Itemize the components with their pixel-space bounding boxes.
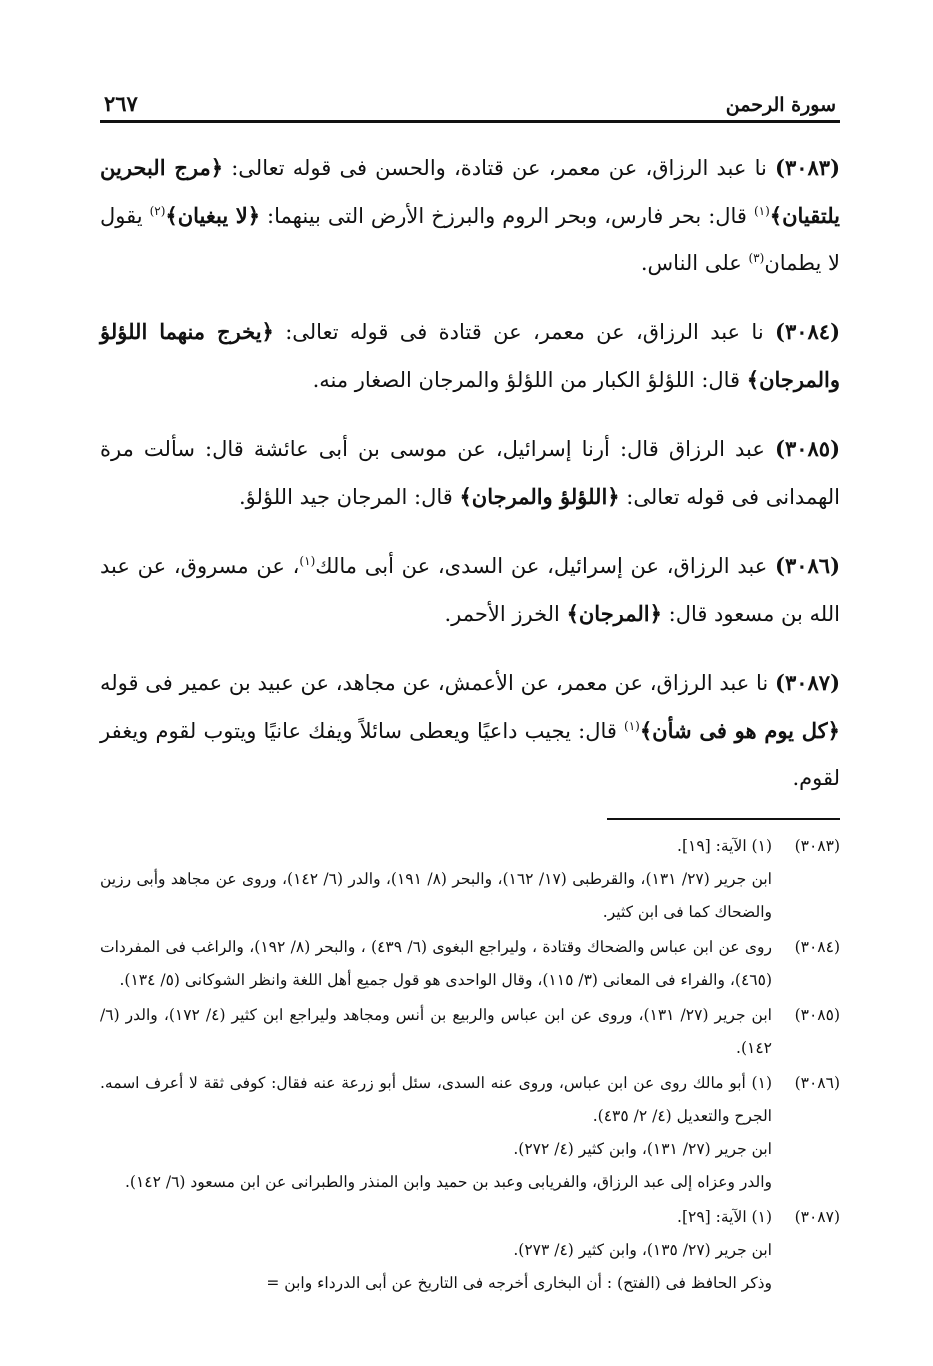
footnote-ref: (١): [299, 554, 316, 568]
footnote-line: (١) الآية: [١٩].: [677, 837, 772, 855]
footnote-ref: (١): [753, 204, 770, 218]
footnote-line: روى عن ابن عباس والضحاك وقتادة ، وليراجع البغوى (٦/ ٤٣٩) ، والبحر (٨/ ١٩٢)، والراغب فى المفردات (٤٦٥)، والفراء فى المعانى (٣/ ١١٥)، وقال الواحدى هو قول جميع أهل اللغة وانظر الشوكانى (٥/ ١٣٤).: [100, 938, 772, 989]
footnote-ref: (٣): [748, 251, 765, 265]
narration-text: نا عبد الرزاق، عن معمر، عن الأعمش، عن مجاهد، عن عبيد بن عمير فى قوله: [100, 671, 775, 695]
footnote-group: [100, 1067, 840, 1199]
quran-quote: ﴿لا يبغيان﴾: [165, 203, 261, 228]
narration-entry: [100, 425, 840, 521]
quran-quote: ﴿المرجان﴾: [566, 601, 662, 626]
footnote-number: (٣٠٨٤): [794, 938, 840, 956]
footnote-body: [100, 1067, 772, 1199]
narration-number: (٣٠٨٦): [775, 553, 840, 578]
book-page: [100, 80, 840, 1302]
footnote-ref: (٢): [149, 204, 166, 218]
narration-text: قال: بحر فارس، وبحر الروم والبرزخ الأرض التى بينهما:: [260, 204, 754, 228]
footnote-separator: [607, 818, 840, 820]
footnote-body: [100, 830, 772, 929]
footnote-group: [100, 830, 840, 929]
narration-entry: [100, 308, 840, 404]
footnote-line: ابن جرير (٢٧/ ١٣١)، وروى عن ابن عباس والربيع بن أنس ومجاهد وليراجع ابن كثير (٤/ ١٧٢)، والدر (٦/ ١٤٢).: [100, 1006, 772, 1057]
footnote-number: (٣٠٨٧): [794, 1208, 840, 1226]
narration-text: عبد الرزاق، عن إسرائيل، عن السدى، عن أبى مالك: [315, 554, 775, 578]
narration-text: الخرز الأحمر.: [444, 602, 567, 626]
footnote-body: [100, 931, 772, 997]
quran-quote: ﴿مرج البحرين يلتقيان﴾: [100, 155, 840, 228]
narration-number: (٣٠٨٧): [775, 670, 840, 695]
narration-text: على الناس.: [640, 251, 749, 275]
footnote-number: (٣٠٨٥): [794, 1006, 840, 1024]
narration-text: قال: يجيب داعيًا ويعطى سائلاً ويفك عانيًا ويتوب لقوم ويغفر لقوم.: [100, 719, 840, 790]
footnote-group: [100, 1201, 840, 1300]
footnote-line: ابن جرير (٢٧/ ١٣١)، والقرطبى (١٧/ ١٦٢)، والبحر (٨/ ١٩١)، والدر (٦/ ١٤٢)، وروى عن مجاهد وأبى رزين والضحاك كما فى ابن كثير.: [100, 870, 772, 921]
footnotes: [100, 830, 840, 1300]
page-number: ٢٦٧: [104, 91, 138, 116]
narration-number: (٣٠٨٤): [775, 319, 840, 344]
footnote-body: [100, 1201, 772, 1300]
narration-entry: [100, 542, 840, 638]
footnote-group: [100, 999, 840, 1065]
footnote-line: وذكر الحافظ فى (الفتح) : أن البخارى أخرجه فى التاريخ عن أبى الدرداء وابن =: [266, 1274, 772, 1292]
narration-text: قال: اللؤلؤ الكبار من اللؤلؤ والمرجان الصغار منه.: [312, 368, 747, 392]
running-header: [100, 80, 840, 123]
footnote-line: (١) الآية: [٢٩].: [677, 1208, 772, 1226]
narration-text: نا عبد الرزاق، عن معمر، عن قتادة، والحسن فى قوله تعالى:: [223, 156, 775, 180]
footnote-number: (٣٠٨٦): [794, 1074, 840, 1092]
quran-quote: ﴿اللؤلؤ والمرجان﴾: [459, 484, 620, 509]
narration-number: (٣٠٨٥): [775, 436, 840, 461]
footnote-ref: (١): [624, 719, 640, 733]
narration-entry: [100, 659, 840, 802]
narration-text: نا عبد الرزاق، عن معمر، عن قتادة فى قوله تعالى:: [273, 320, 775, 344]
narration-text: ، عن مسروق، عن عبد الله بن مسعود قال:: [100, 554, 840, 626]
quran-quote: ﴿يخرج منهما اللؤلؤ والمرجان﴾: [100, 319, 840, 392]
narration-text: عبد الرزاق قال: أرنا إسرائيل، عن موسى بن أبى عائشة قال: سألت مرة الهمدانى فى قوله تعالى:: [100, 437, 840, 509]
footnote-group: [100, 931, 840, 997]
narration-number: (٣٠٨٣): [775, 155, 840, 180]
narration-text: يقول لا يطمان: [100, 204, 840, 275]
narrations: [100, 144, 840, 802]
narration-entry: [100, 144, 840, 287]
quran-quote: ﴿كل يوم هو فى شأن﴾: [639, 718, 840, 743]
surah-title: سورة الرحمن: [725, 94, 836, 116]
footnote-line: والدر وعزاه إلى عبد الرزاق، والفريابى وعبد بن حميد وابن المنذر والطبرانى عن ابن مسعود (٦/ ١٤٢).: [124, 1173, 772, 1191]
narration-text: قال: المرجان جيد اللؤلؤ.: [238, 485, 460, 509]
footnote-body: [100, 999, 772, 1065]
footnote-line: ابن جرير (٢٧/ ١٣٥)، وابن كثير (٤/ ٢٧٣).: [513, 1241, 772, 1259]
footnote-number: (٣٠٨٣): [794, 837, 840, 855]
footnote-line: (١) أبو مالك روى عن ابن عباس، وروى عنه السدى، سئل أبو زرعة عنه فقال: كوفى ثقة لا أعرف اسمه. الجرح والتعديل (٤/ ٢/ ٤٣٥).: [100, 1074, 772, 1125]
footnote-line: ابن جرير (٢٧/ ١٣١)، وابن كثير (٤/ ٢٧٢).: [513, 1140, 772, 1158]
